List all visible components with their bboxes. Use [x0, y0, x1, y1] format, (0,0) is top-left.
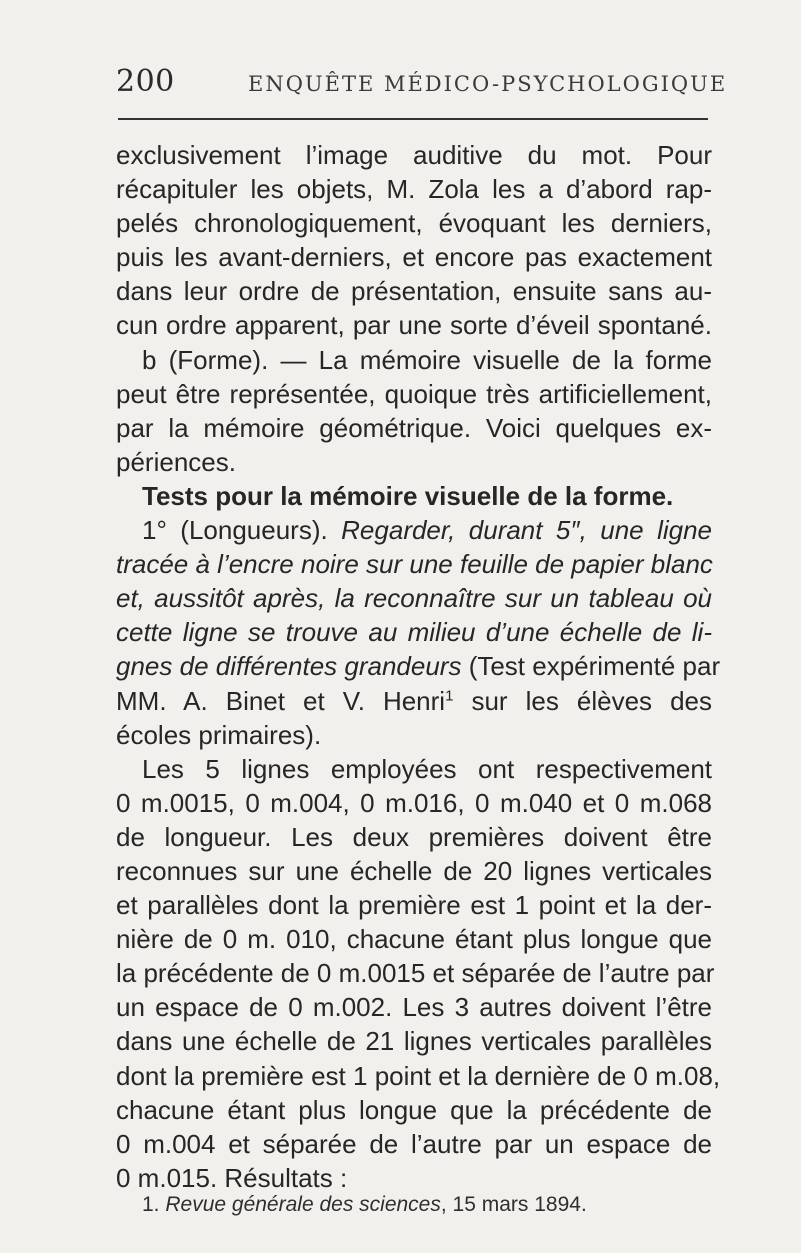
text-line: dans leur ordre de présentation, ensuite sans au- [116, 276, 712, 307]
text-line: peut être représentée, quoique très artificiellement, [116, 378, 712, 409]
text-segment: MM. A. Binet et V. Henri [116, 685, 446, 716]
running-head: ENQUÊTE MÉDICO-PSYCHOLOGIQUE [248, 72, 728, 96]
footnote-journal: Revue générale des sciences [165, 1193, 441, 1216]
text-line: 0 m.015. Résultats : [116, 1162, 348, 1193]
text-line: un espace de 0 m.002. Les 3 autres doivent l’être [116, 992, 712, 1023]
section-heading: Tests pour la mémoire visuelle de la forme. [142, 480, 674, 511]
page-header [0, 0, 801, 110]
text-line: reconnues sur une échelle de 20 lignes verticales [116, 855, 712, 886]
text-segment-italic: la reconnaître sur un tableau où [334, 583, 712, 614]
text-segment-italic: et, aussitôt après, [116, 583, 326, 614]
text-line: par la mémoire géométrique. Voici quelques ex- [116, 412, 712, 443]
text-segment-italic: gnes de différentes grandeurs [116, 651, 462, 682]
text-line [116, 684, 712, 718]
text-line: exclusivement l’image auditive du mot. Pour [116, 140, 712, 170]
text-line: cun ordre apparent, par une sorte d’éveil spontané. [116, 310, 712, 341]
text-line: écoles primaires). [116, 719, 322, 750]
text-segment-italic: Regarder, durant 5″, une ligne [341, 515, 712, 546]
text-line: 0 m.004 et séparée de l’autre par un espace de [116, 1128, 712, 1159]
text-line: cette ligne se trouve au milieu d’une échelle de li- [116, 617, 712, 648]
text-line [116, 581, 712, 615]
text-line: 0 m.0015, 0 m.004, 0 m.016, 0 m.040 et 0 m.068 [116, 787, 712, 818]
text-line: puis les avant-derniers, et encore pas exactement [116, 242, 712, 273]
text-line: tracée à l’encre noire sur une feuille de papier blanc [116, 549, 713, 580]
text-line: de longueur. Les deux premières doivent être [116, 821, 712, 852]
text-line: périences. [116, 446, 236, 477]
text-line: chacune étant plus longue que la précédente de [116, 1094, 712, 1125]
footnote-date: , 15 mars 1894. [440, 1193, 587, 1216]
text-line: dont la première est 1 point et la dernière de 0 m.08, [116, 1060, 721, 1091]
text-segment: 1° (Longueurs). [142, 515, 328, 546]
text-line [116, 513, 712, 547]
text-line: la précédente de 0 m.0015 et séparée de l’autre par [116, 958, 715, 989]
text-segment: sur les élèves des [471, 685, 712, 716]
text-line [116, 649, 721, 683]
footnote [142, 1193, 712, 1217]
body-text [116, 138, 721, 1195]
footnote-number: 1. [142, 1193, 160, 1216]
text-line: pelés chronologiquement, évoquant les derniers, [116, 208, 712, 239]
text-line: nière de 0 m. 010, chacune étant plus longue que [116, 924, 712, 955]
footnote-marker: 1 [445, 686, 454, 704]
text-line: dans une échelle de 21 lignes verticales parallèles [116, 1026, 712, 1057]
text-segment: (Test expérimenté par [468, 651, 721, 682]
text-line: Les 5 lignes employées ont respectivement [142, 753, 712, 784]
page-number: 200 [116, 64, 175, 99]
text-line: et parallèles dont la première est 1 point et la der- [116, 890, 712, 921]
text-line: récapituler les objets, M. Zola les a d’abord rap- [116, 174, 712, 205]
text-line: b (Forme). — La mémoire visuelle de la forme [142, 344, 712, 375]
header-rule [118, 118, 708, 120]
